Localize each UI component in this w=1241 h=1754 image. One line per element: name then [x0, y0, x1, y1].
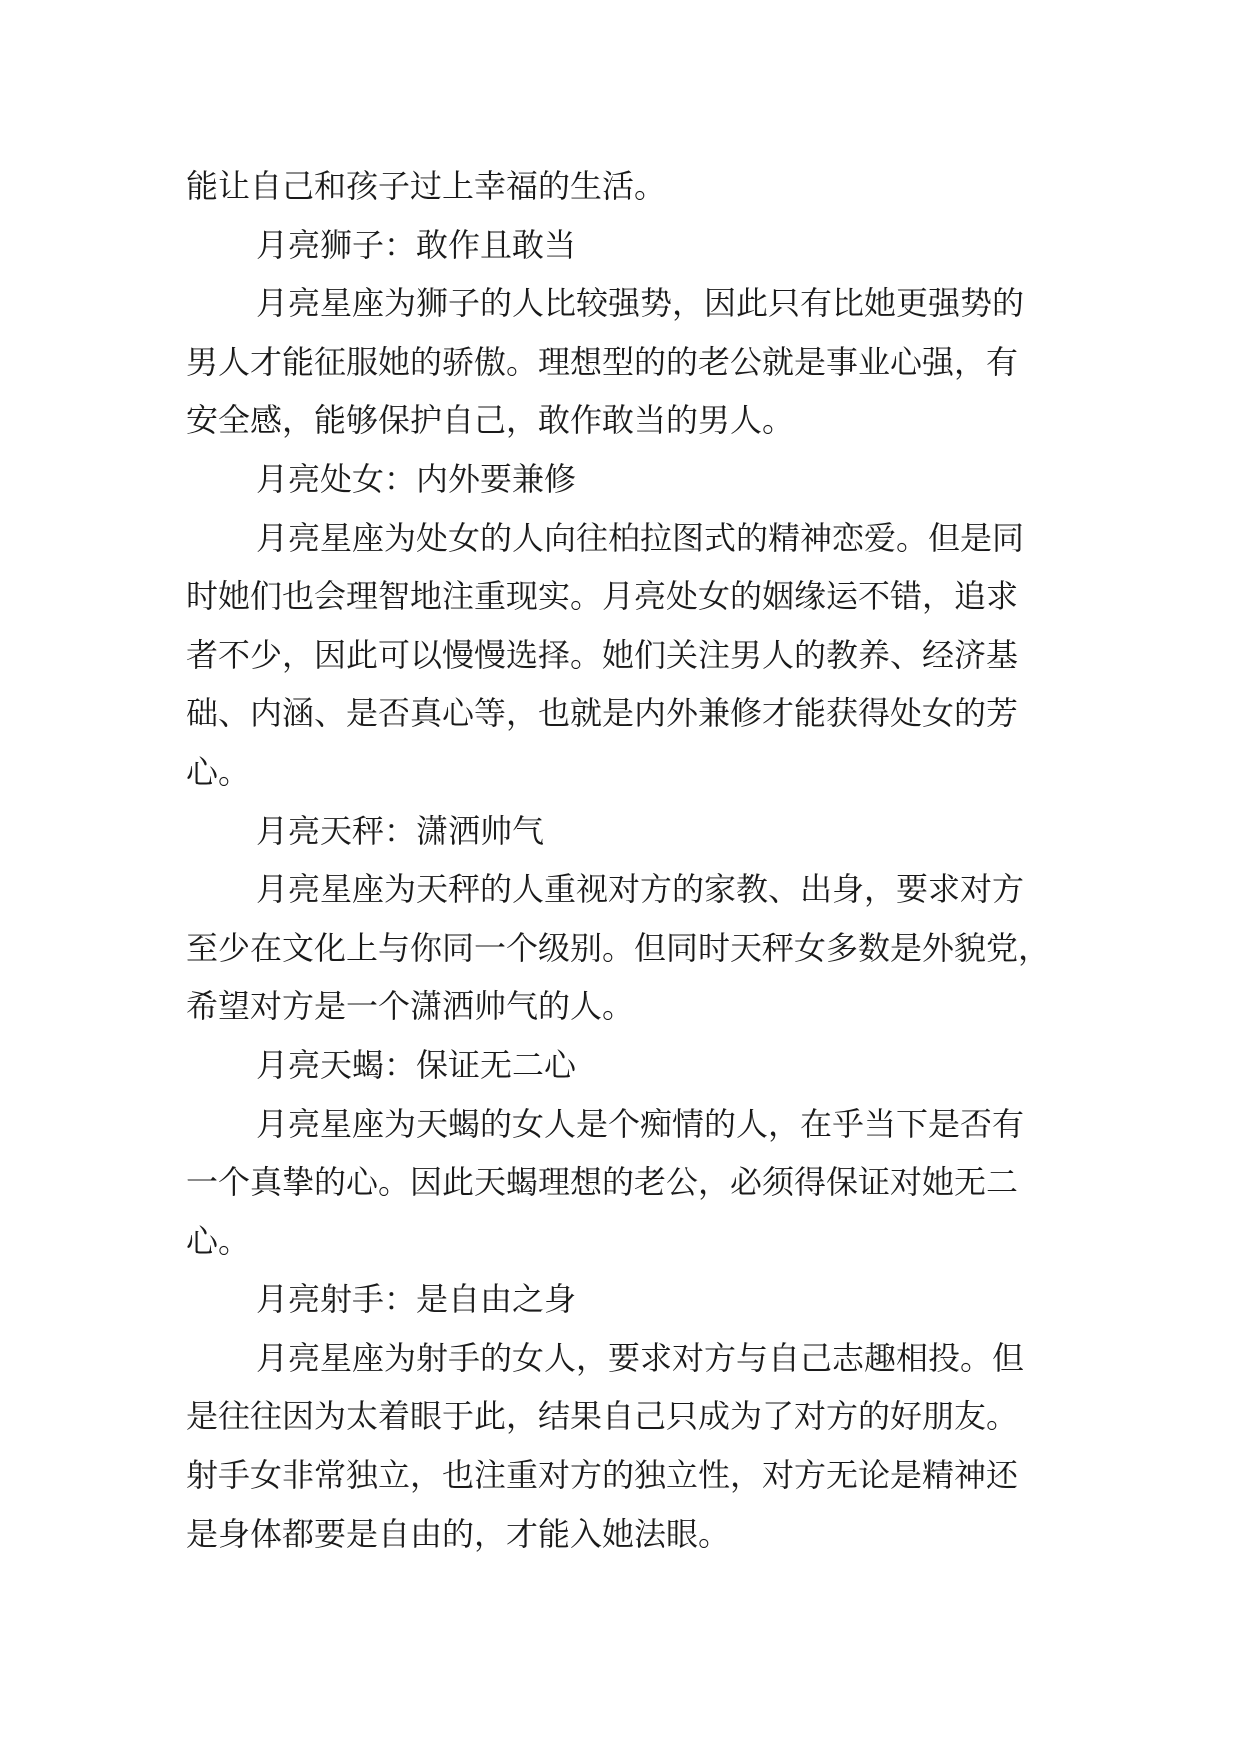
paragraph-line: 月亮星座为处女的人向往柏拉图式的精神恋爱。但是同	[256, 518, 1025, 557]
section-heading-sagittarius: 月亮射手：是自由之身	[256, 1280, 577, 1319]
paragraph-line: 至少在文化上与你同一个级别。但同时天秤女多数是外貌党，	[186, 928, 1051, 967]
section-heading-scorpio: 月亮天蝎：保证无二心	[256, 1045, 577, 1084]
paragraph-line: 希望对方是一个潇洒帅气的人。	[186, 987, 635, 1026]
section-heading-libra: 月亮天秤：潇洒帅气	[256, 811, 545, 850]
section-heading-leo: 月亮狮子：敢作且敢当	[256, 225, 577, 264]
paragraph-line: 时她们也会理智地注重现实。月亮处女的姻缘运不错，追求	[186, 577, 1019, 616]
paragraph-line: 月亮星座为狮子的人比较强势，因此只有比她更强势的	[256, 284, 1025, 323]
paragraph-line: 能让自己和孩子过上幸福的生活。	[186, 167, 667, 205]
paragraph-line: 月亮星座为天秤的人重视对方的家教、出身，要求对方	[256, 870, 1025, 909]
paragraph-line: 心。	[186, 1221, 251, 1260]
paragraph-line: 础、内涵、是否真心等，也就是内外兼修才能获得处女的芳	[186, 694, 1019, 733]
paragraph-line: 月亮星座为天蝎的女人是个痴情的人，在乎当下是否有	[256, 1104, 1025, 1143]
document-body	[186, 157, 1066, 1563]
paragraph-line: 是身体都要是自由的，才能入她法眼。	[186, 1514, 731, 1553]
paragraph-line: 是往往因为太着眼于此，结果自己只成为了对方的好朋友。	[186, 1397, 1019, 1436]
paragraph-line: 月亮星座为射手的女人，要求对方与自己志趣相投。但	[256, 1338, 1025, 1377]
paragraph-line: 一个真挚的心。因此天蝎理想的老公，必须得保证对她无二	[186, 1163, 1019, 1202]
paragraph-line: 者不少，因此可以慢慢选择。她们关注男人的教养、经济基	[186, 635, 1019, 674]
paragraph-line: 男人才能征服她的骄傲。理想型的的老公就是事业心强，有	[186, 342, 1019, 381]
paragraph-line: 心。	[186, 752, 251, 791]
section-heading-virgo: 月亮处女：内外要兼修	[256, 459, 577, 498]
paragraph-line: 射手女非常独立，也注重对方的独立性，对方无论是精神还	[186, 1456, 1019, 1495]
paragraph-line: 安全感，能够保护自己，敢作敢当的男人。	[186, 401, 795, 440]
